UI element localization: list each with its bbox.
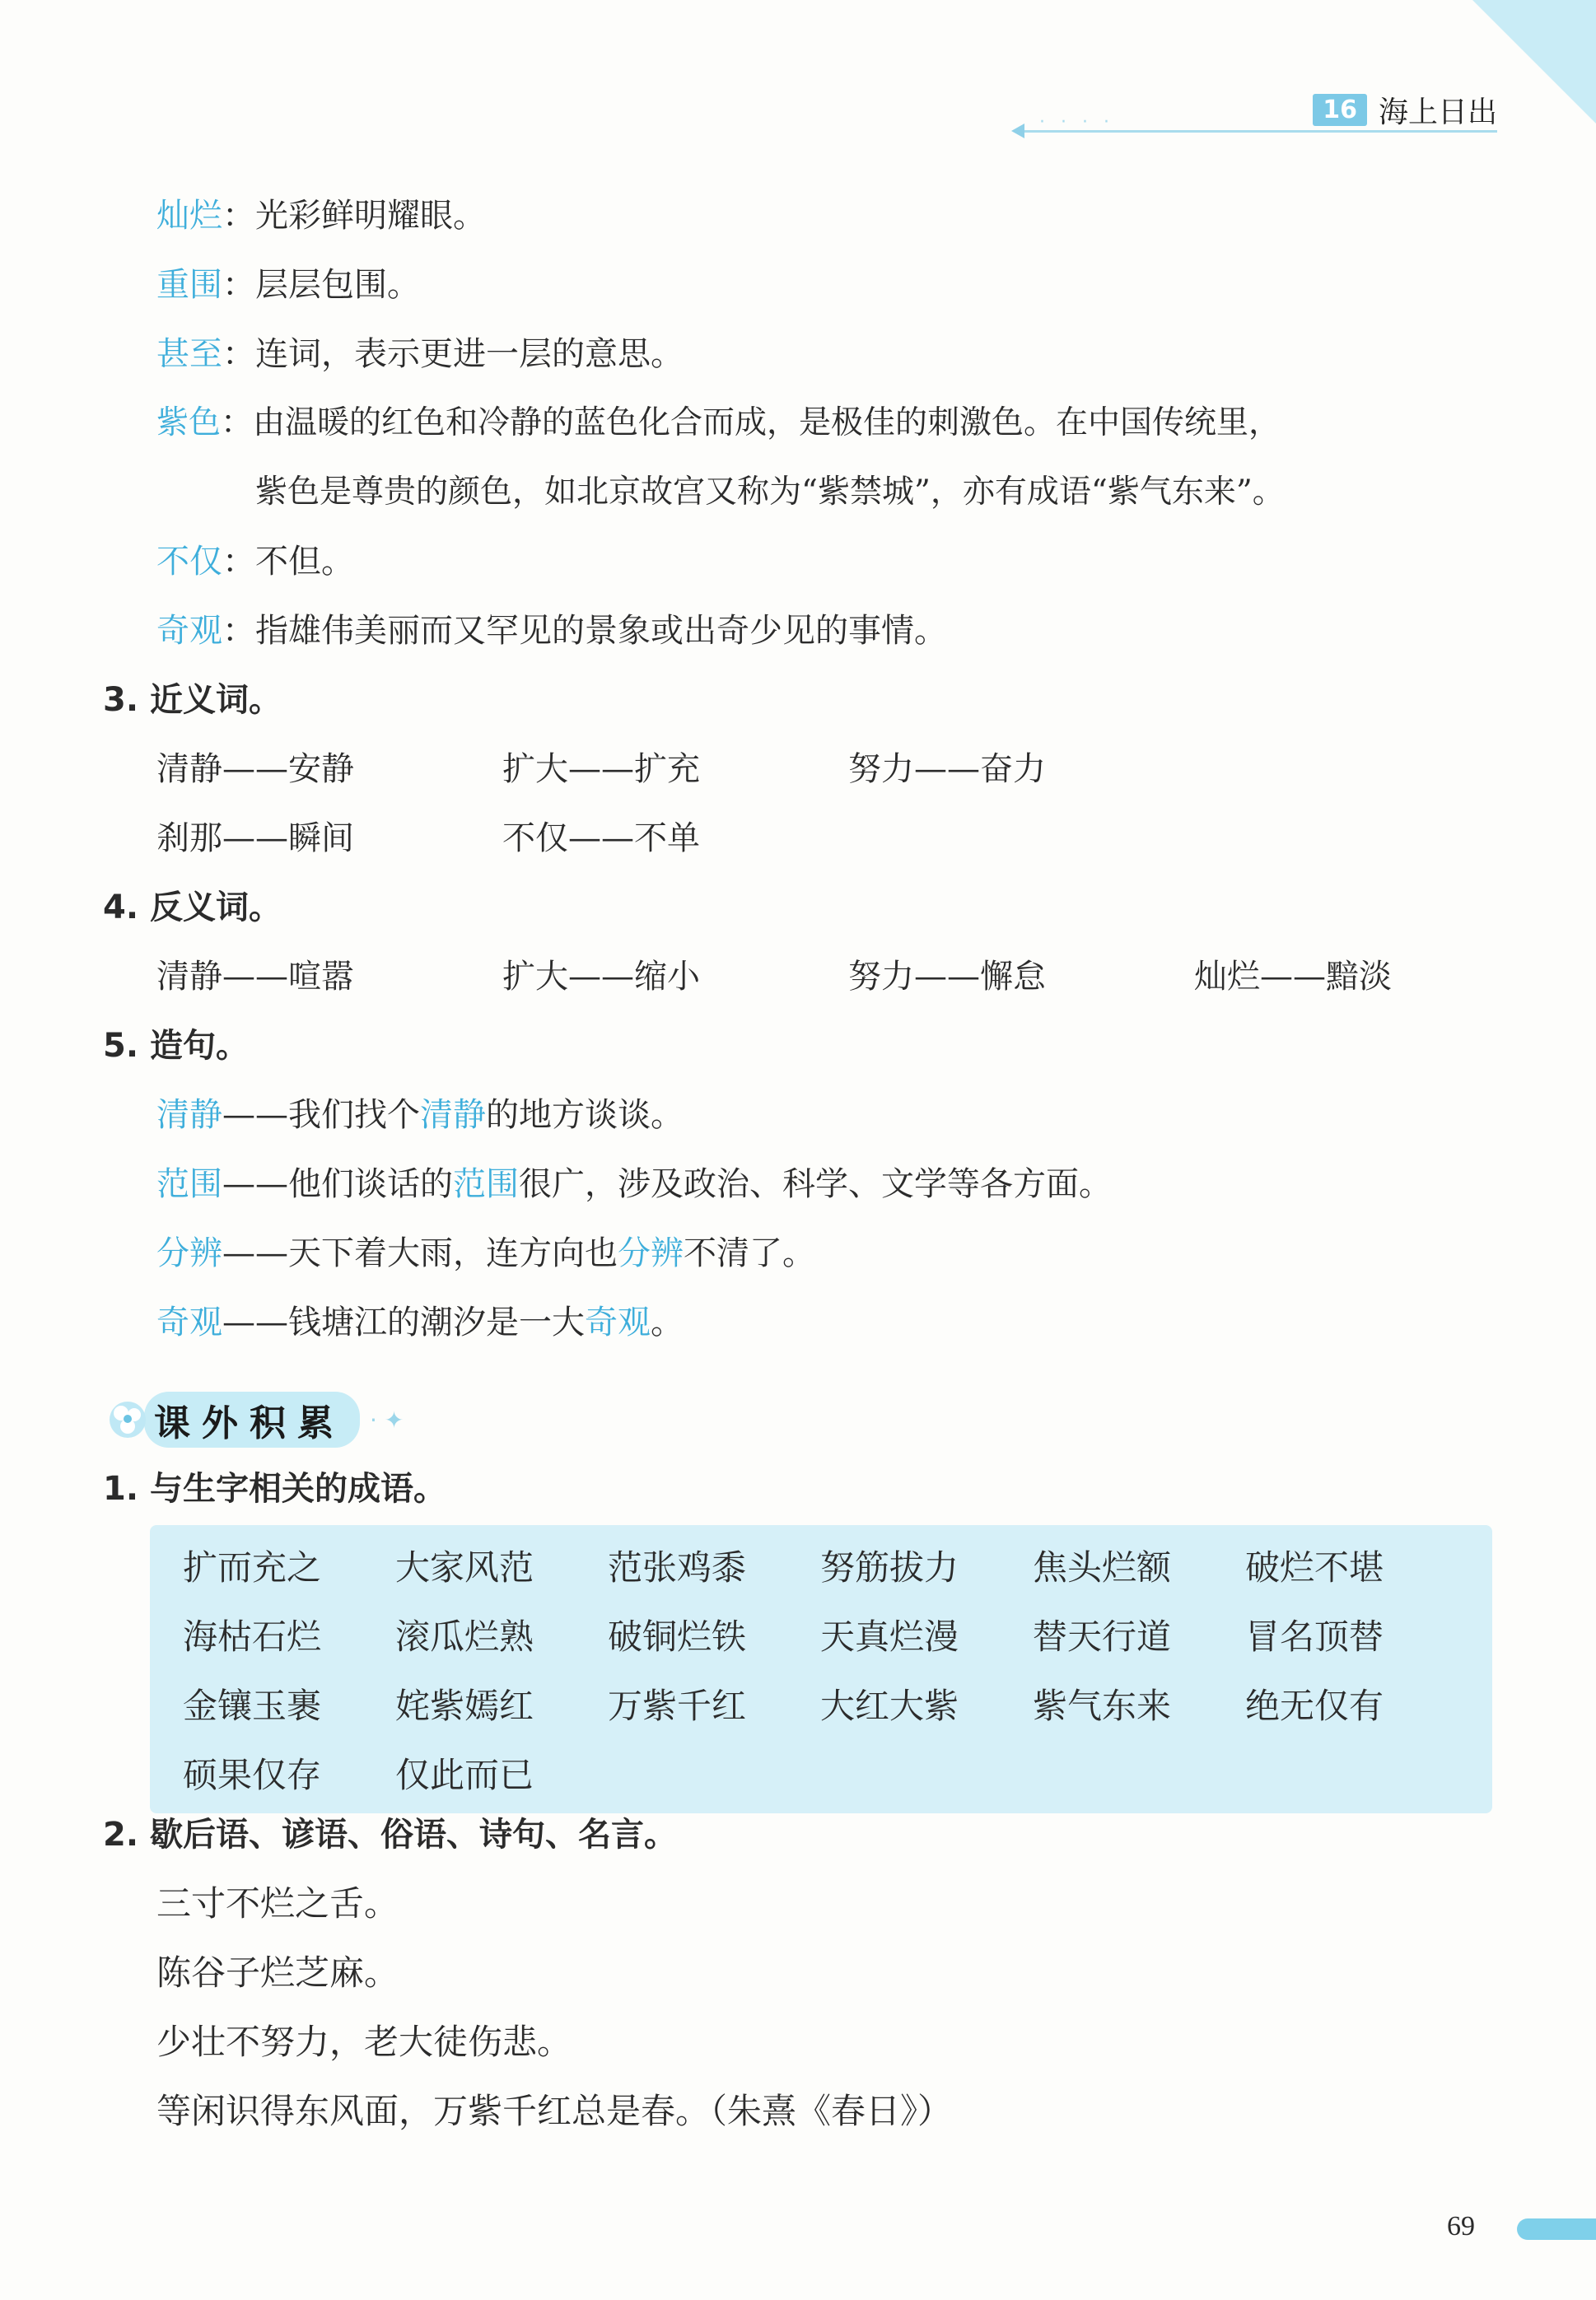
word-pair: 努力——懈怠 — [848, 958, 1046, 996]
page-header — [1313, 89, 1497, 131]
definition-term: 奇观 — [156, 612, 222, 650]
idiom: 范张鸡黍 — [608, 1547, 747, 1588]
synonyms-heading: 3. 近义词。 — [103, 681, 282, 719]
definition-item: 奇观：指雄伟美丽而又罕见的景象或出奇少见的事情。 — [156, 612, 947, 650]
definition-term: 甚至 — [156, 335, 222, 373]
definition-text: 不但。 — [255, 543, 354, 581]
definition-text: 指雄伟美丽而又罕见的景象或出奇少见的事情。 — [255, 612, 947, 650]
sentence-item — [156, 1230, 815, 1276]
idiom: 天真烂漫 — [820, 1617, 959, 1657]
word-pair: 清静——安静 — [156, 750, 354, 788]
definition-item: 紫色：由温暖的红色和冷静的蓝色化合而成，是极佳的刺激色。在中国传统里， — [156, 404, 1281, 441]
idiom: 破铜烂铁 — [608, 1617, 747, 1657]
saying: 三寸不烂之舌。 — [156, 1883, 399, 1924]
sentence-highlight: 分辨 — [618, 1234, 684, 1272]
antonyms-heading: 4. 反义词。 — [103, 889, 282, 926]
idiom: 破烂不堪 — [1245, 1547, 1384, 1588]
sentence-highlight: 奇观 — [585, 1304, 651, 1341]
lesson-title: 海上日出 — [1378, 96, 1497, 129]
idiom: 姹紫嫣红 — [395, 1686, 534, 1726]
definition-item: 甚至：连词，表示更进一层的意思。 — [156, 335, 684, 373]
definition-text: 光彩鲜明耀眼。 — [255, 197, 486, 235]
word-pair: 努力——奋力 — [848, 750, 1046, 788]
idiom-grid — [183, 1533, 1458, 1810]
saying: 少壮不努力，老大徒伤悲。 — [156, 2022, 572, 2062]
definition-term: 不仅 — [156, 543, 222, 581]
idiom: 仅此而已 — [395, 1755, 534, 1795]
sentence-text: 很广，涉及政治、科学、文学等各方面。 — [519, 1165, 1112, 1203]
idiom: 冒名顶替 — [1245, 1617, 1384, 1657]
idiom: 大红大紫 — [820, 1686, 959, 1726]
saying: 等闲识得东风面，万紫千红总是春。（朱熹《春日》） — [156, 2091, 953, 2131]
idiom: 绝无仅有 — [1245, 1686, 1384, 1726]
page-tab-decoration — [1517, 2218, 1596, 2240]
sentence-text: ——我们找个 — [222, 1096, 420, 1134]
word-pair: 清静——喧嚣 — [156, 958, 354, 996]
sentence-text: ——他们谈话的 — [222, 1165, 453, 1203]
sentence-text: ——钱塘江的潮汐是一大 — [222, 1304, 585, 1341]
sentence-word: 范围 — [156, 1165, 222, 1203]
word-pair: 扩大——缩小 — [502, 958, 700, 996]
idiom: 滚瓜烂熟 — [395, 1617, 534, 1657]
idiom: 努筋拔力 — [820, 1547, 959, 1588]
definition-text: 由温暖的红色和冷静的蓝色化合而成，是极佳的刺激色。在中国传统里， — [253, 404, 1281, 441]
sentence-text: 的地方谈谈。 — [486, 1096, 684, 1134]
arrow-icon — [1011, 124, 1024, 138]
idiom: 替天行道 — [1033, 1617, 1172, 1657]
sentence-word: 奇观 — [156, 1304, 222, 1341]
definition-term: 紫色 — [156, 404, 222, 441]
idiom: 海枯石烂 — [183, 1617, 322, 1657]
sentence-highlight: 范围 — [453, 1165, 519, 1203]
page-number: 69 — [1447, 2211, 1475, 2242]
dots-decoration: · · · · — [1039, 112, 1114, 133]
definition-continuation: 紫色是尊贵的颜色，如北京故宫又称为“紫禁城”，亦有成语“紫气东来”。 — [255, 474, 1285, 511]
synonyms-row — [156, 746, 1194, 792]
sentence-item — [156, 1299, 684, 1346]
sentence-word: 分辨 — [156, 1234, 222, 1272]
definition-item: 不仅：不但。 — [156, 543, 354, 581]
sentence-item — [156, 1161, 1112, 1207]
synonyms-row — [156, 815, 848, 861]
word-pair: 扩大——扩充 — [502, 750, 700, 788]
section-title: 课外积累 — [144, 1392, 360, 1448]
saying: 陈谷子烂芝麻。 — [156, 1952, 399, 1993]
word-pair: 不仅——不单 — [502, 819, 700, 857]
definition-text: 连词，表示更进一层的意思。 — [255, 335, 684, 373]
definition-text: 层层包围。 — [255, 266, 420, 304]
definition-item: 灿烂：光彩鲜明耀眼。 — [156, 197, 486, 235]
sentence-item — [156, 1092, 684, 1138]
word-pair: 灿烂——黯淡 — [1194, 958, 1392, 996]
idiom: 万紫千红 — [608, 1686, 747, 1726]
sparkle-icon: · ✦ — [370, 1406, 404, 1434]
section-header — [103, 1392, 404, 1448]
idiom: 金镶玉裹 — [183, 1686, 322, 1726]
lesson-number: 16 — [1313, 94, 1367, 126]
definition-term: 灿烂 — [156, 197, 222, 235]
idiom: 焦头烂额 — [1033, 1547, 1172, 1588]
idioms-heading: 1. 与生字相关的成语。 — [103, 1470, 446, 1508]
sentence-text: ——天下着大雨，连方向也 — [222, 1234, 618, 1272]
sentence-word: 清静 — [156, 1096, 222, 1134]
idiom: 紫气东来 — [1033, 1686, 1172, 1726]
sentence-text: 不清了。 — [684, 1234, 815, 1272]
definition-item: 重围：层层包围。 — [156, 266, 420, 304]
word-pair: 刹那——瞬间 — [156, 819, 354, 857]
idiom: 扩而充之 — [183, 1547, 322, 1588]
sentence-text: 。 — [651, 1304, 684, 1341]
idiom: 硕果仅存 — [183, 1755, 322, 1795]
sentence-highlight: 清静 — [420, 1096, 486, 1134]
idiom: 大家风范 — [395, 1547, 534, 1588]
antonyms-row — [156, 954, 1540, 1000]
sentences-heading: 5. 造句。 — [103, 1027, 249, 1065]
sayings-heading: 2. 歇后语、谚语、俗语、诗句、名言。 — [103, 1816, 677, 1854]
definition-term: 重围 — [156, 266, 222, 304]
flower-icon — [103, 1395, 152, 1444]
